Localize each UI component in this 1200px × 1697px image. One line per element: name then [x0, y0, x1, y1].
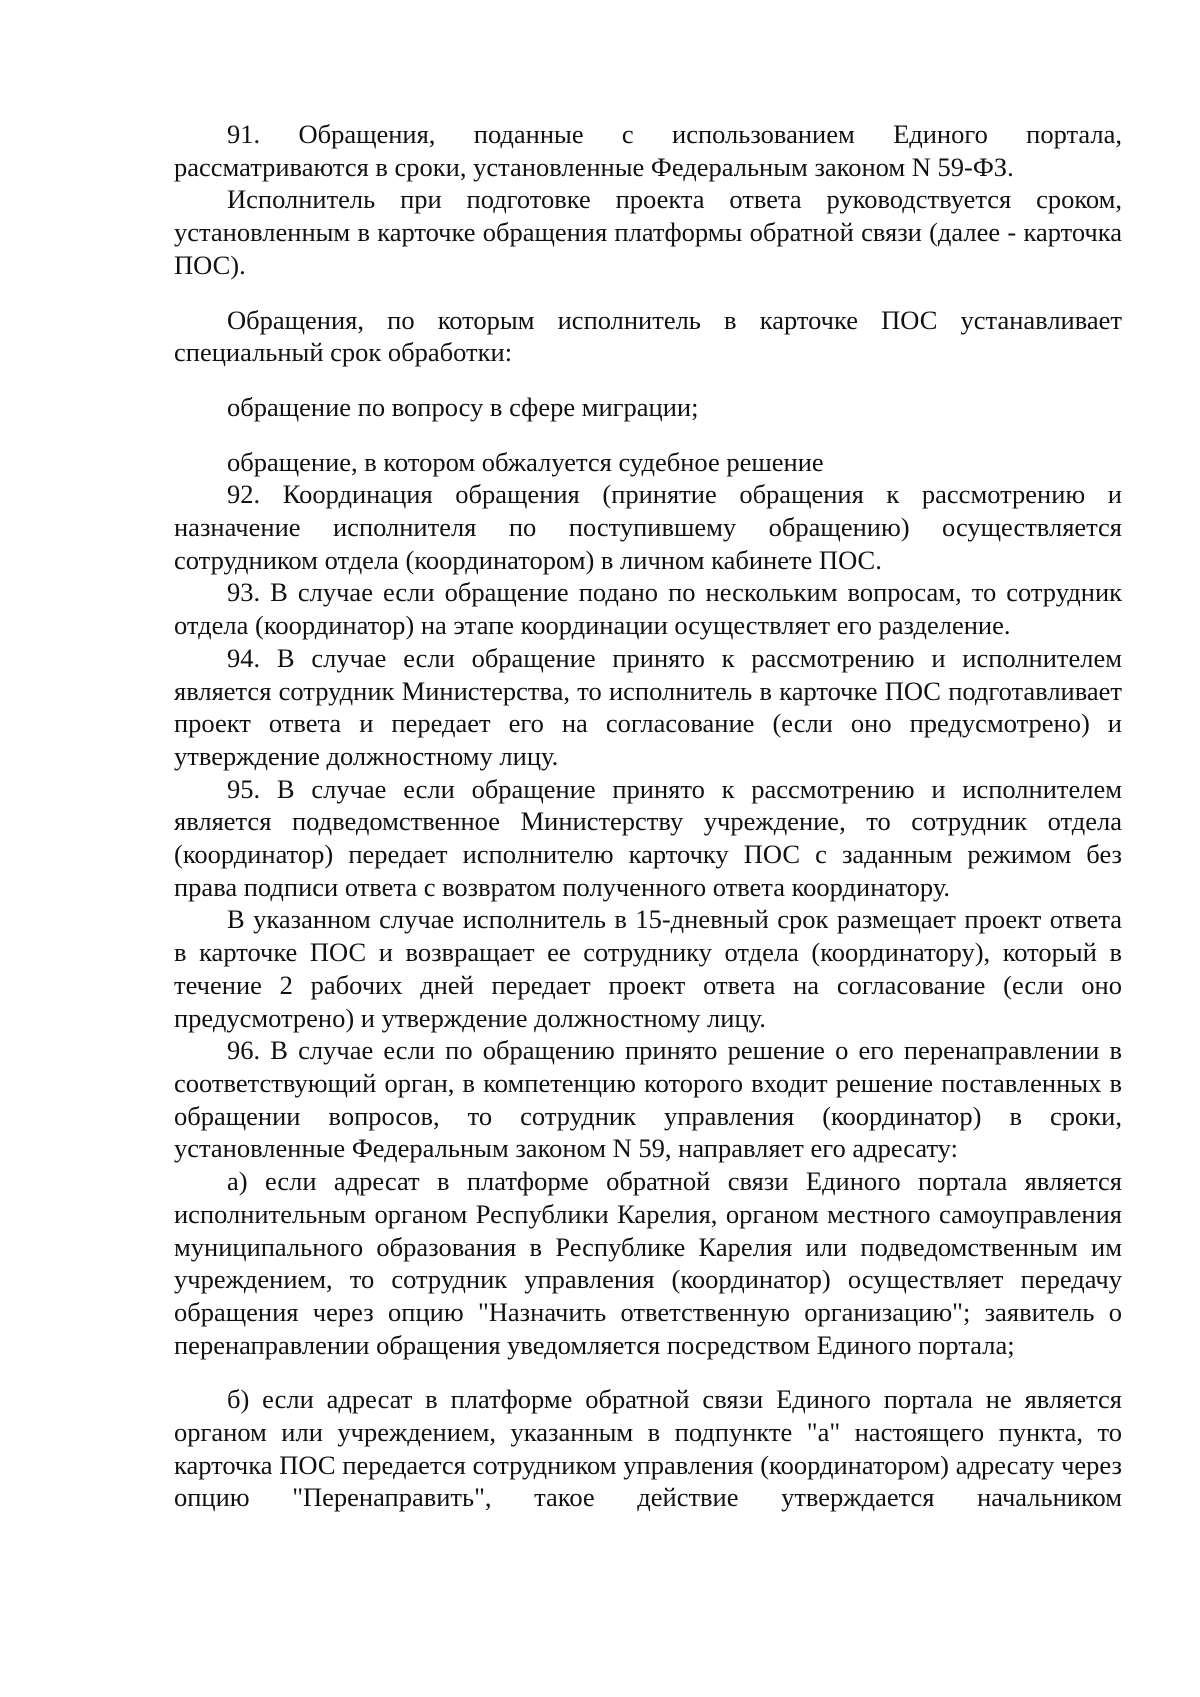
paragraph-94: 94. В случае если обращение принято к рассмотрению и исполнителем является сотрудник Министерства, то исполнитель в карточке ПОС подготавливает проект ответа и передает его на согласование (если оно предусмотрено) и утверждение должностному лицу. — [174, 642, 1122, 771]
paragraph-96-a: а) если адресат в платформе обратной связи Единого портала является исполнительным органом Республики Карелия, органом местного самоуправления муниципального образования в Республике Карелия или подведомственным им учреждением, то сотрудник управления (координатор) осуществляет передачу обращения через опцию "Назначить ответственную организацию"; заявитель о перенаправлении обращения уведомляется посредством Единого портала; — [174, 1166, 1122, 1360]
paragraph-95: 95. В случае если обращение принято к рассмотрению и исполнителем является подведомственное Министерству учреждение, то сотрудник отдела (координатор) передает исполнителю карточку ПОС с заданным режимом без права подписи ответа с возвратом полученного ответа координатору. — [174, 773, 1122, 902]
paragraph-93: 93. В случае если обращение подано по нескольким вопросам, то сотрудник отдела (координатор) на этапе координации осуществляет его разделение. — [174, 577, 1122, 641]
paragraph-92: 92. Координация обращения (принятие обращения к рассмотрению и назначение исполнителя по поступившему обращению) осуществляется сотрудником отдела (координатором) в личном кабинете ПОС. — [174, 479, 1122, 575]
document-page — [174, 118, 1122, 1514]
list-item-migration: обращение по вопросу в сфере миграции; — [227, 391, 699, 422]
paragraph-96-b: б) если адресат в платформе обратной связи Единого портала не является органом или учреждением, указанным в подпункте "а" настоящего пункта, то карточка ПОС передается сотрудником управления (координатором) адресату через опцию "Перенаправить", такое действие утверждается начальником — [174, 1384, 1122, 1513]
paragraph-91: 91. Обращения, поданные с использованием Единого портала, рассматриваются в сроки, установленные Федеральным законом N 59-ФЗ. — [174, 119, 1122, 182]
paragraph-95-continued: В указанном случае исполнитель в 15-дневный срок размещает проект ответа в карточке ПОС и возвращает ее сотруднику отдела (координатору), который в течение 2 рабочих дней передает проект ответа на согласование (если оно предусмотрено) и утверждение должностному лицу. — [174, 904, 1122, 1033]
paragraph-special-deadline: Обращения, по которым исполнитель в карточке ПОС устанавливает специальный срок обработки: — [174, 304, 1122, 368]
paragraph-executor-deadline: Исполнитель при подготовке проекта ответа руководствуется сроком, установленным в карточке обращения платформы обратной связи (далее - карточка ПОС). — [174, 184, 1122, 280]
paragraph-96: 96. В случае если по обращению принято решение о его перенаправлении в соответствующий орган, в компетенцию которого входит решение поставленных в обращении вопросов, то сотрудник управления (координатор) в сроки, установленные Федеральным законом N 59, направляет его адресату: — [174, 1035, 1122, 1164]
list-item-court-decision: обращение, в котором обжалуется судебное решение — [227, 446, 824, 477]
